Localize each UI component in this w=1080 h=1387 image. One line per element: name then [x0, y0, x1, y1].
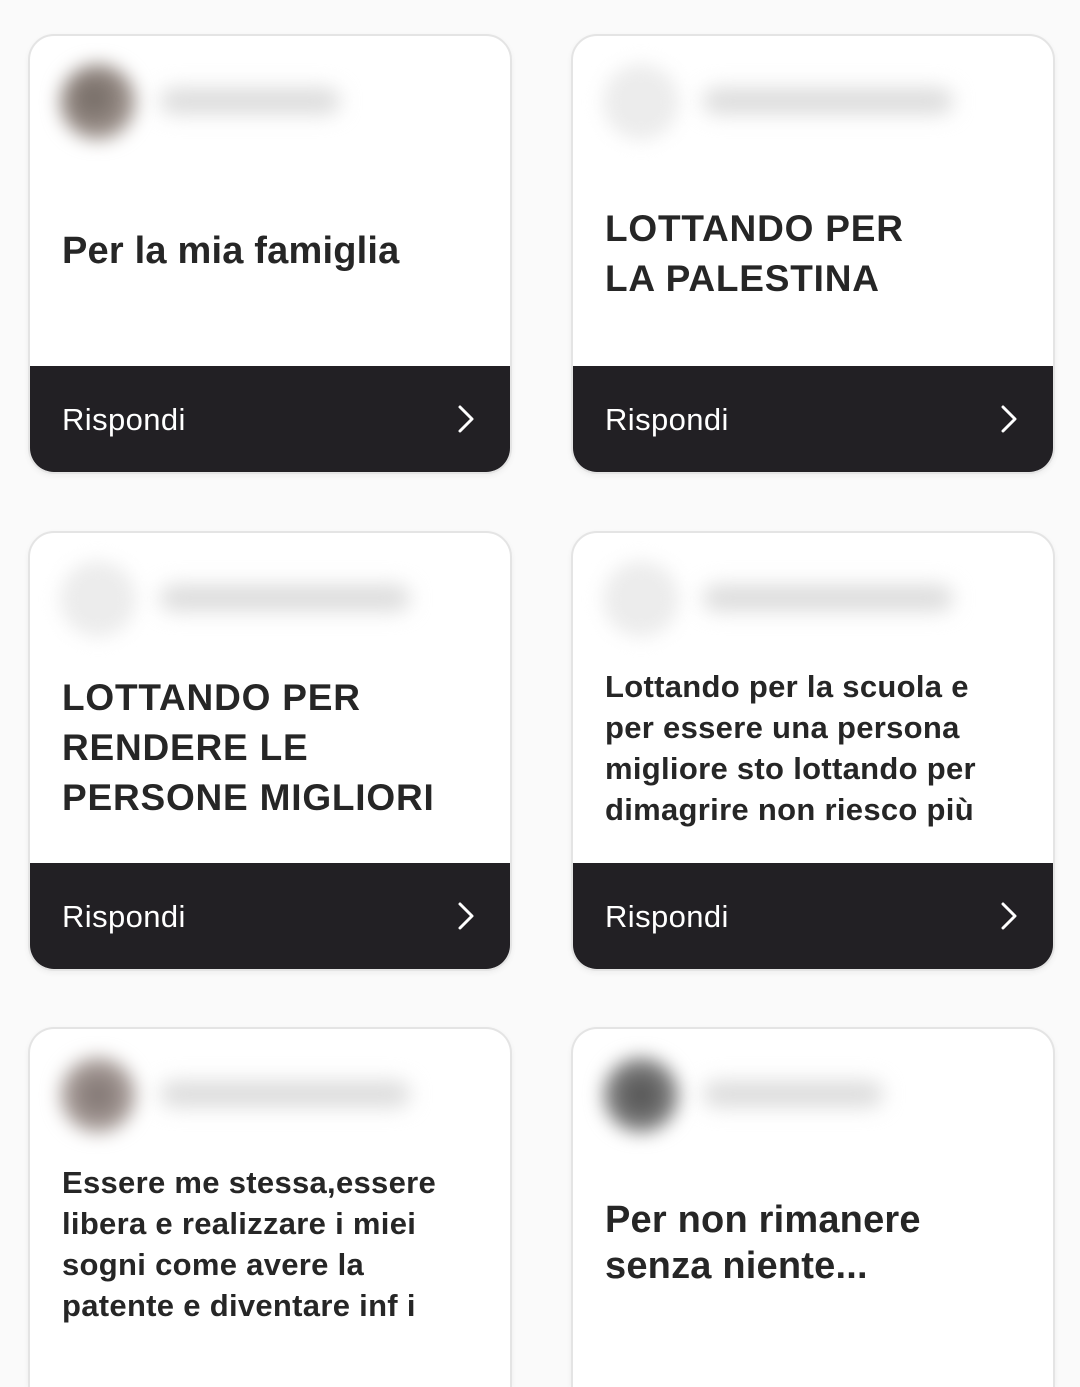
reply-button[interactable] — [573, 863, 1053, 969]
card-header — [573, 533, 1053, 643]
username-blurred — [160, 585, 410, 611]
username-blurred — [703, 585, 953, 611]
chevron-right-icon — [999, 404, 1019, 434]
username-blurred — [703, 1081, 883, 1107]
card-header — [573, 36, 1053, 146]
username-blurred — [160, 88, 340, 114]
reply-label: Rispondi — [62, 899, 186, 934]
response-text: Per non rimanere senza niente... — [605, 1199, 921, 1287]
response-text: Essere me stessa,essere libera e realizzare i miei sogni come avere la patente e diventare inf i — [62, 1165, 437, 1323]
question-response-card — [571, 34, 1055, 474]
reply-button[interactable] — [30, 366, 510, 472]
question-response-card — [28, 1027, 512, 1387]
avatar — [60, 561, 136, 637]
card-header — [573, 1029, 1053, 1139]
avatar — [603, 1057, 679, 1133]
question-response-card — [28, 34, 512, 474]
avatar — [603, 64, 679, 140]
avatar — [60, 64, 136, 140]
chevron-right-icon — [456, 404, 476, 434]
question-response-card — [28, 531, 512, 971]
reply-button[interactable] — [573, 366, 1053, 472]
username-blurred — [160, 1081, 410, 1107]
chevron-right-icon — [456, 901, 476, 931]
question-response-card — [571, 531, 1055, 971]
response-text: LOTTANDO PER LA PALESTINA — [605, 208, 904, 299]
response-text: Lottando per la scuola e per essere una persona migliore sto lottando per dimagrire non riesco più — [605, 669, 976, 827]
reply-label: Rispondi — [605, 402, 729, 437]
reply-label: Rispondi — [62, 402, 186, 437]
card-header — [30, 36, 510, 146]
question-response-card — [571, 1027, 1055, 1387]
response-text: LOTTANDO PER RENDERE LE PERSONE MIGLIORI — [62, 677, 435, 818]
response-text: Per la mia famiglia — [62, 230, 400, 272]
chevron-right-icon — [999, 901, 1019, 931]
avatar — [60, 1057, 136, 1133]
card-header — [30, 533, 510, 643]
card-header — [30, 1029, 510, 1139]
avatar — [603, 561, 679, 637]
reply-label: Rispondi — [605, 899, 729, 934]
username-blurred — [703, 88, 953, 114]
reply-button[interactable] — [30, 863, 510, 969]
